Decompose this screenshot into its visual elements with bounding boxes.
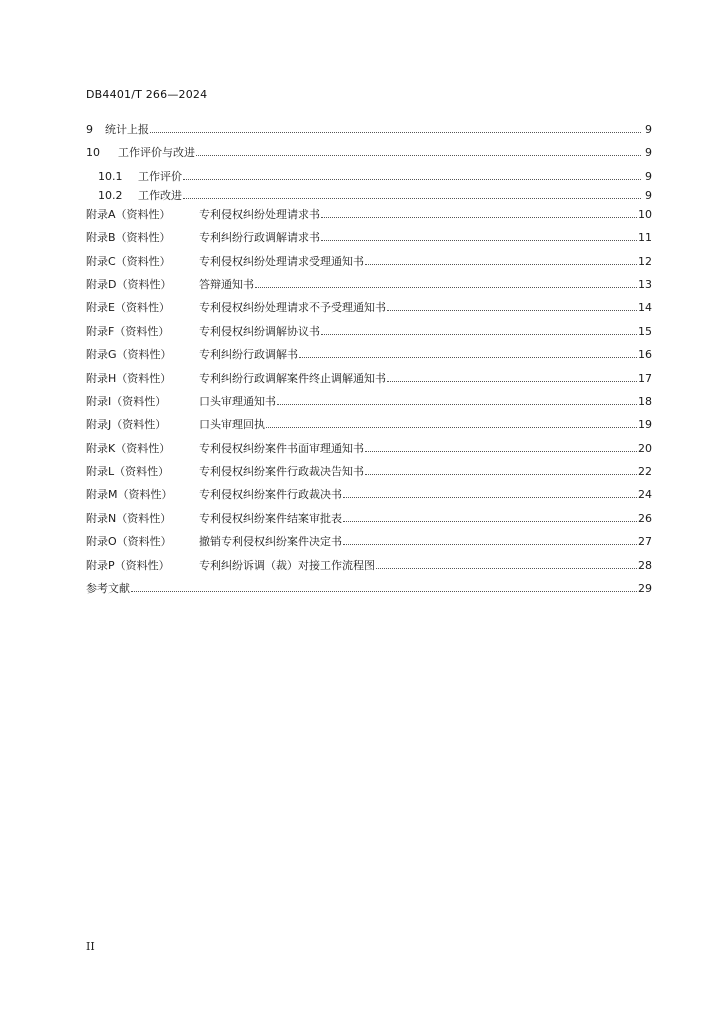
toc-entry-page-number: 19 — [638, 418, 652, 432]
toc-entry-title: 专利纠纷诉调（裁）对接工作流程图 — [199, 558, 375, 572]
toc-entry-number: 10.1 — [98, 169, 123, 183]
dot-leader — [255, 286, 637, 288]
toc-entry[interactable] — [86, 276, 652, 299]
dot-leader — [321, 333, 637, 335]
toc-entry-page-number: 10 — [638, 207, 652, 221]
toc-entry-page-number: 18 — [638, 394, 652, 408]
toc-entry-title: 统计上报 — [105, 123, 149, 136]
dot-leader — [299, 356, 637, 358]
toc-entry-page-number: 9 — [645, 188, 652, 202]
toc-entry-number: 附录P（资料性） — [86, 558, 170, 572]
toc-entry[interactable] — [86, 440, 652, 463]
toc-entry[interactable] — [86, 557, 652, 580]
toc-entry-number: 附录D（资料性） — [86, 277, 172, 291]
toc-entry-title: 专利侵权纠纷案件书面审理通知书 — [199, 441, 364, 455]
dot-leader — [343, 496, 637, 498]
toc-entry-number: 附录M（资料性） — [86, 488, 173, 502]
toc-entry-title: 专利侵权纠纷案件结案审批表 — [199, 511, 342, 525]
toc-entry-page-number: 9 — [645, 169, 652, 183]
dot-leader — [183, 178, 641, 180]
toc-entry-title: 专利纠纷行政调解请求书 — [199, 231, 320, 245]
toc-entry[interactable] — [86, 168, 652, 187]
dot-leader — [266, 426, 637, 428]
toc-entry[interactable] — [86, 463, 652, 486]
dot-leader — [365, 263, 637, 265]
toc-entry-page-number: 11 — [638, 231, 652, 245]
toc-entry-page-number: 14 — [638, 301, 652, 315]
toc-entry-page-number: 28 — [638, 558, 652, 572]
toc-entry-page-number: 20 — [638, 441, 652, 455]
toc-entry-number: 附录N（资料性） — [86, 511, 172, 525]
toc-entry-page-number: 29 — [638, 582, 652, 596]
dot-leader — [321, 239, 637, 241]
toc-entry-page-number: 13 — [638, 277, 652, 291]
toc-entry-page-number: 16 — [638, 348, 652, 362]
toc-entry-number: 10.2 — [98, 188, 123, 202]
toc-entry-page-number: 24 — [638, 488, 652, 502]
toc-entry[interactable] — [86, 323, 652, 346]
toc-entry-number: 附录J（资料性） — [86, 418, 167, 432]
toc-entry-page-number: 26 — [638, 511, 652, 525]
toc-entry[interactable] — [86, 346, 652, 369]
dot-leader — [365, 450, 637, 452]
toc-entry[interactable] — [86, 486, 652, 509]
toc-entry-number: 附录G（资料性） — [86, 348, 172, 362]
page-number-roman: II — [86, 940, 95, 953]
dot-leader — [150, 131, 641, 133]
toc-entry-number: 附录C（资料性） — [86, 254, 171, 268]
toc-entry[interactable] — [86, 121, 652, 144]
toc-entry[interactable] — [86, 206, 652, 229]
toc-entry-title: 口头审理回执 — [199, 418, 265, 432]
dot-leader — [183, 197, 641, 199]
dot-leader — [387, 309, 637, 311]
toc-entry[interactable] — [86, 253, 652, 276]
toc-entry-title: 专利侵权纠纷处理请求受理通知书 — [199, 254, 364, 268]
toc-entry-number: 附录O（资料性） — [86, 535, 172, 549]
toc-entry-title: 专利侵权纠纷案件行政裁决告知书 — [199, 465, 364, 479]
toc-entry[interactable] — [86, 393, 652, 416]
toc-entry-title: 答辩通知书 — [199, 277, 254, 291]
dot-leader — [277, 403, 637, 405]
toc-entry-page-number: 27 — [638, 535, 652, 549]
toc-entry-page-number: 22 — [638, 465, 652, 479]
toc-entry-page-number: 12 — [638, 254, 652, 268]
dot-leader — [196, 154, 641, 156]
toc-entry[interactable] — [86, 370, 652, 393]
toc-entry-title: 专利侵权纠纷案件行政裁决书 — [199, 488, 342, 502]
toc-entry-number: 附录H（资料性） — [86, 371, 172, 385]
dot-leader — [387, 380, 637, 382]
toc-entry-title: 专利纠纷行政调解书 — [199, 348, 298, 362]
toc-entry-page-number: 9 — [645, 123, 652, 136]
toc-entry-number: 附录E（资料性） — [86, 301, 170, 315]
toc-entry[interactable] — [86, 299, 652, 322]
dot-leader — [321, 216, 637, 218]
toc-entry-title: 工作评价 — [138, 169, 182, 183]
toc-entry[interactable] — [86, 416, 652, 439]
toc-entry-number: 附录I（资料性） — [86, 394, 167, 408]
toc-entry-title: 专利纠纷行政调解案件终止调解通知书 — [199, 371, 386, 385]
toc-entry-number: 附录L（资料性） — [86, 465, 170, 479]
toc-entry-number: 附录F（资料性） — [86, 324, 170, 338]
toc-entry-title: 工作评价与改进 — [118, 146, 195, 160]
toc-entry-title: 口头审理通知书 — [199, 394, 276, 408]
toc-entry-title: 撤销专利侵权纠纷案件决定书 — [199, 535, 342, 549]
table-of-contents — [86, 121, 652, 603]
toc-entry-number: 附录B（资料性） — [86, 231, 171, 245]
toc-entry[interactable] — [86, 580, 652, 603]
dot-leader — [365, 473, 637, 475]
toc-entry[interactable] — [86, 229, 652, 252]
toc-entry-number: 10 — [86, 146, 100, 160]
dot-leader — [376, 567, 637, 569]
toc-entry[interactable] — [86, 144, 652, 167]
toc-entry[interactable] — [86, 187, 652, 206]
dot-leader — [343, 543, 637, 545]
toc-entry-page-number: 9 — [645, 146, 652, 160]
document-number-header: DB4401/T 266—2024 — [86, 88, 208, 101]
toc-entry-number: 附录K（资料性） — [86, 441, 171, 455]
toc-entry-title: 参考文献 — [86, 582, 130, 596]
dot-leader — [131, 590, 637, 592]
toc-entry[interactable] — [86, 533, 652, 556]
toc-entry-page-number: 17 — [638, 371, 652, 385]
toc-entry-page-number: 15 — [638, 324, 652, 338]
dot-leader — [343, 520, 637, 522]
toc-entry-title: 工作改进 — [138, 188, 182, 202]
toc-entry-number: 9 — [86, 123, 93, 136]
toc-entry[interactable] — [86, 510, 652, 533]
toc-entry-title: 专利侵权纠纷处理请求书 — [199, 207, 320, 221]
toc-entry-number: 附录A（资料性） — [86, 207, 171, 221]
toc-entry-title: 专利侵权纠纷处理请求不予受理通知书 — [199, 301, 386, 315]
toc-entry-title: 专利侵权纠纷调解协议书 — [199, 324, 320, 338]
